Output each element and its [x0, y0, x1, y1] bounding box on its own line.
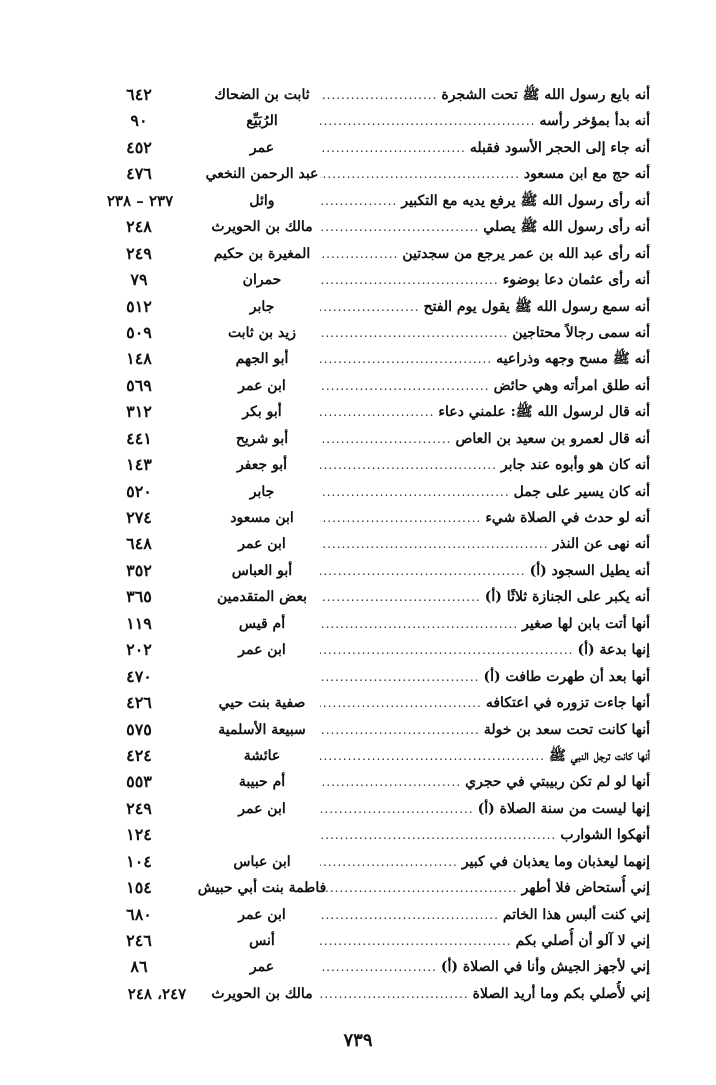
index-row [0, 320, 716, 346]
hadith-cell [320, 294, 650, 320]
dot-leader [320, 796, 474, 822]
narrator-name: جابر [249, 483, 275, 500]
page-reference: ١٥٤ [126, 878, 152, 898]
index-row [0, 426, 716, 452]
hadith-cell [320, 373, 650, 399]
page-reference: ٥٢٠ [126, 481, 152, 501]
index-row [0, 849, 716, 875]
hadith-text: أنه بايع رسول الله ﷺ تحت الشجرة [441, 87, 650, 103]
index-row [0, 637, 716, 663]
hadith-cell [320, 320, 650, 346]
page-reference: ٥١٢ [126, 296, 152, 316]
index-row [0, 928, 716, 954]
index-row [0, 584, 716, 610]
index-row [0, 531, 716, 557]
hadith-text: إنهما ليعذبان وما يعذبان في كبير [461, 853, 650, 870]
narrator-name: عبد الرحمن النخعي [205, 166, 319, 183]
narrator-name: جابر [249, 298, 275, 315]
hadith-cell [320, 954, 650, 980]
dot-leader [320, 584, 481, 610]
index-row [0, 796, 716, 822]
dot-leader [320, 479, 510, 505]
page-reference: ٤٥٢ [126, 137, 152, 157]
narrator-name: ابن عباس [233, 853, 291, 870]
hadith-text: أنه بدأ بمؤخر رأسه [539, 113, 650, 130]
dot-leader [320, 452, 497, 478]
hadith-text: إني لأجهز الجيش وأنا في الصلاة (أ) [440, 959, 650, 976]
narrator-name: عائشة [243, 747, 281, 764]
hadith-text: أنه نهى عن النذر [552, 536, 650, 553]
page-reference: ٩٠ [130, 111, 148, 131]
hadith-cell [320, 769, 650, 795]
hadith-cell [320, 796, 650, 822]
index-row [0, 717, 716, 743]
narrator-name: ابن مسعود [230, 510, 294, 526]
dot-leader [320, 981, 469, 1007]
page-reference: ٢٠٢ [126, 640, 152, 660]
page-reference: ٥٥٣ [126, 772, 152, 792]
narrator-name: ابن عمر [238, 536, 286, 553]
narrator-name: فاطمة بنت أبي حبيش [197, 880, 327, 897]
hadith-text: إني لأُصلي بكم وما أريد الصلاة [472, 985, 650, 1002]
page-reference: ٥٧٥ [126, 719, 152, 739]
page-reference: ٣٦٥ [126, 587, 152, 607]
hadith-text: إني كنت ألبس هذا الخاتم [502, 906, 650, 923]
index-row [0, 954, 716, 980]
index-row [0, 505, 716, 531]
page-reference: ٣١٢ [126, 402, 152, 422]
hadith-cell [320, 637, 650, 663]
index-row [0, 611, 716, 637]
hadith-cell [320, 584, 650, 610]
hadith-text: أنه قال لرسول الله ﷺ: علمني دعاء [438, 404, 650, 421]
index-row [0, 188, 716, 214]
narrator-name: بعض المتقدمين [217, 589, 307, 606]
page-reference: ١٠٤ [126, 851, 152, 871]
hadith-cell [320, 479, 650, 505]
narrator-name: سبيعة الأسلمية [218, 721, 306, 738]
dot-leader [320, 849, 458, 875]
hadith-cell [320, 611, 650, 637]
narrator-name: حمران [242, 272, 282, 289]
index-row [0, 346, 716, 372]
dot-leader [320, 822, 556, 848]
page-reference: ٢٤٨ [126, 217, 152, 237]
hadith-text: أنه سمى رجالاً محتاجين [512, 324, 650, 341]
hadith-cell [320, 690, 650, 716]
hadith-index-list [0, 82, 716, 1007]
dot-leader [320, 611, 518, 637]
page-reference: ٧٩ [130, 270, 148, 290]
page-reference: ٢٧٤ [126, 508, 152, 527]
narrator-name: أبو العباس [231, 562, 293, 579]
page-reference: ٢٤٩ [126, 243, 152, 263]
dot-leader [320, 82, 437, 108]
hadith-text: إني أُستحاض فلا أطهر [521, 880, 650, 897]
narrator-name: أبو جعفر [236, 457, 288, 474]
dot-leader [320, 267, 499, 293]
page-reference: ٤٧٠ [126, 666, 152, 686]
hadith-text: أنه كان هو وأبوه عند جابر [500, 457, 650, 474]
dot-leader [320, 505, 481, 531]
page-reference: ٤٤١ [126, 428, 152, 448]
hadith-cell [320, 531, 650, 557]
page-reference: ٤٢٤ [126, 745, 152, 765]
index-row [0, 135, 716, 161]
page-reference: ٦٤٢ [126, 85, 152, 104]
dot-leader [320, 320, 508, 346]
index-row [0, 875, 716, 901]
hadith-cell [320, 664, 650, 690]
narrator-name: عمر [249, 959, 275, 976]
hadith-text: أنه سمع رسول الله ﷺ يقول يوم الفتح [423, 298, 650, 315]
narrator-name: أم حبيبة [238, 774, 286, 791]
index-row [0, 558, 716, 584]
index-row [0, 82, 716, 108]
hadith-cell [320, 241, 650, 267]
dot-leader [320, 241, 398, 267]
dot-leader [320, 902, 499, 928]
page-reference: ٢٣٧ – ٢٣٨ [106, 191, 174, 210]
page-reference: ٣٥٢ [126, 560, 152, 580]
hadith-cell [320, 928, 650, 954]
page-reference: ٤٧٦ [126, 164, 152, 184]
narrator-name: المغيرة بن حكيم [213, 245, 311, 262]
hadith-text: أنها كانت تحت سعد بن خولة [483, 721, 650, 738]
index-row [0, 294, 716, 320]
dot-leader [320, 399, 434, 425]
hadith-text: أنه لو حدث في الصلاة شيء [485, 510, 650, 526]
dot-leader [320, 346, 492, 372]
hadith-cell [320, 717, 650, 743]
dot-leader [320, 743, 545, 769]
dot-leader [320, 928, 512, 954]
hadith-text: أنه حج مع ابن مسعود [523, 166, 650, 183]
index-row [0, 664, 716, 690]
index-row [0, 161, 716, 187]
index-row [0, 108, 716, 134]
hadith-text: أنه رأى عثمان دعا بوضوء [502, 272, 650, 289]
narrator-name: زيد بن ثابت [227, 324, 297, 341]
hadith-text: أنهكوا الشوارب [560, 827, 650, 844]
hadith-cell [320, 135, 650, 161]
hadith-text: أنها جاءت تزوره في اعتكافه [485, 695, 650, 712]
page-number: ٧٣٩ [343, 1030, 373, 1051]
hadith-cell [320, 188, 650, 214]
narrator-name: ابن عمر [238, 377, 286, 394]
dot-leader [320, 637, 574, 663]
dot-leader [320, 769, 461, 795]
index-row [0, 214, 716, 240]
hadith-cell [320, 981, 650, 1007]
hadith-cell [320, 214, 650, 240]
narrator-name [196, 822, 328, 848]
dot-leader [320, 875, 518, 901]
hadith-cell [320, 346, 650, 372]
hadith-text: أنها بعد أن طهرت طافت (أ) [483, 668, 650, 685]
hadith-cell [320, 426, 650, 452]
hadith-text: أنه رأى عبد الله بن عمر يرجع من سجدتين [402, 245, 650, 262]
page-reference: ١٤٨ [126, 349, 152, 369]
index-row [0, 267, 716, 293]
index-row [0, 241, 716, 267]
hadith-text: أنه جاء إلى الحجر الأسود فقبله [469, 139, 650, 156]
dot-leader [320, 214, 479, 240]
hadith-text: أنها كانت ترجل النبي ﷺ [549, 747, 650, 764]
narrator-name: مالك بن الحويرث [211, 219, 313, 236]
index-row [0, 690, 716, 716]
hadith-cell [320, 849, 650, 875]
hadith-text: أنه يطيل السجود (أ) [529, 562, 650, 579]
narrator-name: الرُبَيِّع [246, 113, 278, 130]
hadith-text: أنه طلق امرأته وهي حائض [493, 377, 650, 394]
page-reference: ٥٠٩ [126, 322, 152, 342]
dot-leader [320, 161, 520, 187]
dot-leader [320, 135, 466, 161]
index-row [0, 399, 716, 425]
narrator-name: ثابت بن الضحاك [214, 87, 310, 103]
hadith-text: أنه ﷺ مسح وجهه وذراعيه [496, 351, 650, 368]
page-reference: ٢٤٦ [126, 931, 152, 950]
hadith-cell [320, 743, 650, 769]
hadith-cell [320, 82, 650, 108]
narrator-name: صفية بنت حيي [218, 695, 306, 712]
narrator-name: أنس [249, 933, 275, 949]
hadith-text: أنه قال لعمرو بن سعيد بن العاص [455, 430, 650, 447]
page-reference: ١٤٣ [126, 455, 152, 475]
index-row [0, 822, 716, 848]
hadith-text: أنه يكبر على الجنازة ثلاثًا (أ) [484, 589, 650, 606]
page-reference: ٥٦٩ [126, 375, 152, 395]
narrator-name: وائل [249, 192, 275, 209]
index-row [0, 743, 716, 769]
hadith-text: إنها ليست من سنة الصلاة (أ) [477, 800, 650, 817]
narrator-name [196, 664, 328, 690]
page-reference: ١١٩ [126, 613, 152, 633]
dot-leader [320, 717, 480, 743]
narrator-name: ابن عمر [238, 800, 286, 817]
hadith-cell [320, 399, 650, 425]
index-row [0, 981, 716, 1007]
dot-leader [320, 531, 549, 557]
hadith-cell [320, 902, 650, 928]
page-reference: ٦٨٠ [126, 904, 152, 924]
narrator-name: أبو بكر [242, 404, 282, 421]
hadith-text: أنها لو لم تكن ربيبتي في حجري [465, 774, 650, 791]
dot-leader [320, 108, 535, 134]
dot-leader [320, 373, 490, 399]
hadith-text: أنها أتت بابن لها صغير [522, 615, 650, 632]
hadith-cell [320, 267, 650, 293]
narrator-name: ابن عمر [238, 906, 286, 923]
hadith-cell [320, 108, 650, 134]
hadith-text: إني لا آلو أن أُصلي بكم [515, 933, 650, 949]
page-reference: ٢٤٧، ٢٤٨ [127, 984, 187, 1003]
hadith-text: إنها بدعة (أ) [577, 642, 650, 659]
dot-leader [320, 664, 479, 690]
hadith-text: أنه رأى رسول الله ﷺ يصلي [483, 219, 650, 236]
page-reference: ٦٤٨ [126, 534, 152, 554]
hadith-text: أنه كان يسير على جمل [513, 483, 650, 500]
index-row [0, 902, 716, 928]
dot-leader [320, 690, 482, 716]
dot-leader [320, 558, 526, 584]
hadith-cell [320, 558, 650, 584]
narrator-name: أبو شريح [235, 430, 289, 447]
dot-leader [320, 954, 437, 980]
hadith-cell [320, 452, 650, 478]
index-row [0, 373, 716, 399]
narrator-name: ابن عمر [238, 642, 286, 659]
dot-leader [320, 188, 397, 214]
index-row [0, 452, 716, 478]
hadith-text: أنه رأى رسول الله ﷺ يرفع يديه مع التكبير [401, 192, 650, 209]
page-reference: ٤٢٦ [126, 693, 152, 713]
narrator-name: أبو الجهم [235, 351, 289, 368]
hadith-cell [320, 161, 650, 187]
dot-leader [320, 426, 451, 452]
dot-leader [320, 294, 420, 320]
page-reference: ٢٤٩ [126, 798, 152, 818]
hadith-cell [320, 875, 650, 901]
index-row [0, 769, 716, 795]
page-reference: ٨٦ [130, 957, 148, 977]
narrator-name: مالك بن الحويرث [211, 985, 313, 1002]
narrator-name: عمر [249, 139, 275, 156]
hadith-cell [320, 822, 650, 848]
hadith-cell [320, 505, 650, 531]
narrator-name: أم قيس [238, 615, 286, 632]
page-reference: ١٢٤ [126, 825, 152, 845]
index-row [0, 479, 716, 505]
